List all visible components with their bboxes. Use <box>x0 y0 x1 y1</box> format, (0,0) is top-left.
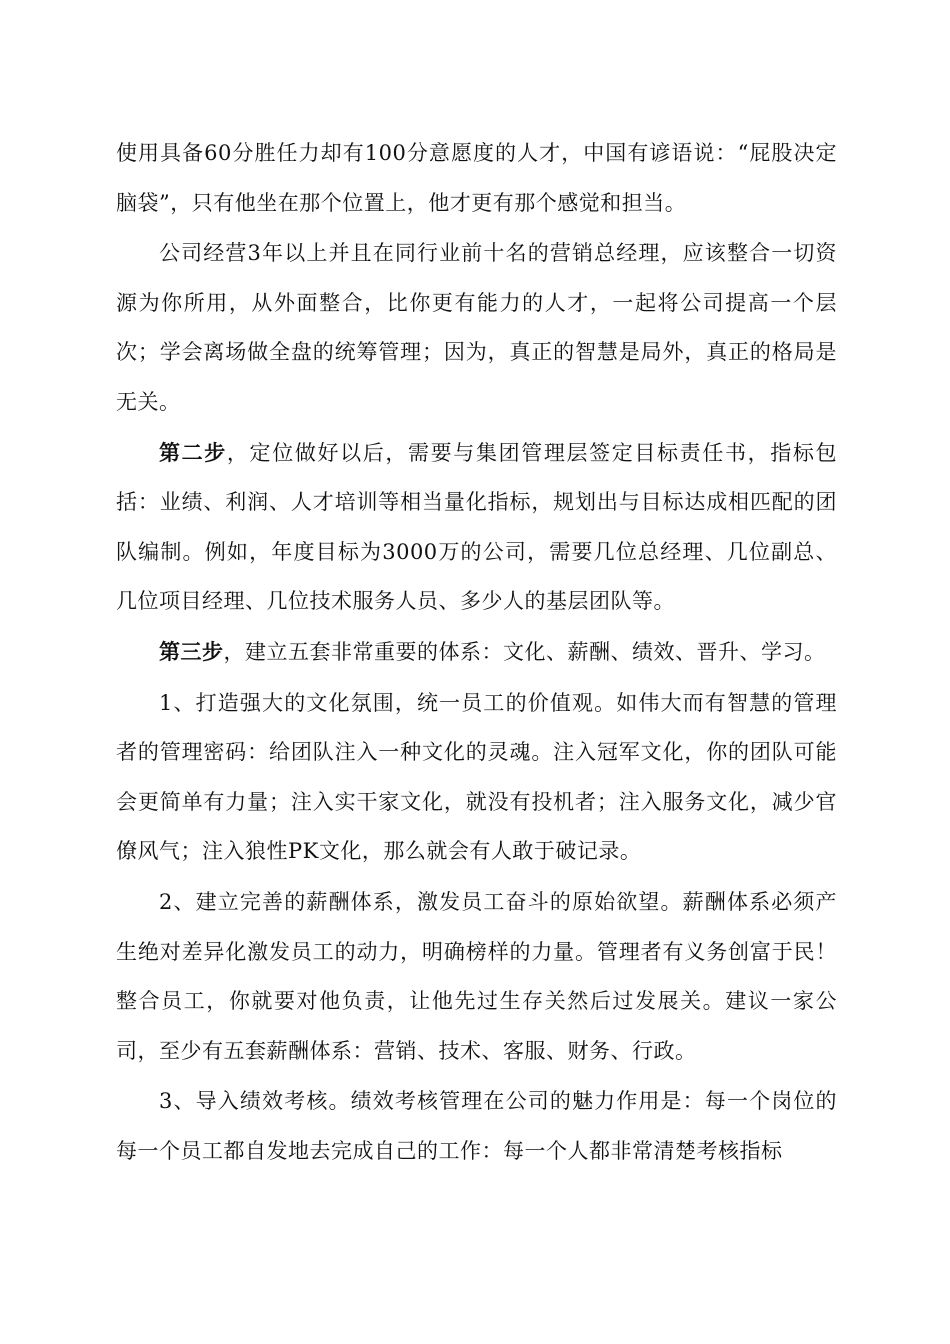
paragraph-culture <box>116 678 837 877</box>
paragraph-text: 2、建立完善的薪酬体系，激发员工奋斗的原始欲望。薪酬体系必须产生绝对差异化激发员工的动力，明确榜样的力量。管理者有义务创富于民！整合员工，你就要对他负责，让他先过生存关然后过发展关。建议一家公司，至少有五套薪酬体系：营销、技术、客服、财务、行政。 <box>116 889 837 1063</box>
paragraph-salary <box>116 877 837 1076</box>
paragraph-2 <box>116 228 837 427</box>
step-two-heading: 第二步 <box>159 439 227 465</box>
paragraph-1 <box>116 128 837 228</box>
paragraph-text: 公司经营3年以上并且在同行业前十名的营销总经理，应该整合一切资源为你所用，从外面整合，比你更有能力的人才，一起将公司提高一个层次；学会离场做全盘的统筹管理；因为，真正的智慧是局外，真正的格局是无关。 <box>116 241 837 414</box>
document-page <box>116 128 837 1176</box>
paragraph-text: ，建立五套非常重要的体系：文化、薪酬、绩效、晋升、学习。 <box>223 639 826 664</box>
paragraph-text: 使用具备60分胜任力却有100分意愿度的人才，中国有谚语说：“屁股决定脑袋”，只有他坐在那个位置上，他才更有那个感觉和担当。 <box>116 141 837 215</box>
step-three-heading: 第三步 <box>159 638 224 664</box>
paragraph-performance <box>116 1076 837 1176</box>
paragraph-step-two <box>116 428 837 627</box>
paragraph-text: 1、打造强大的文化氛围，统一员工的价值观。如伟大而有智慧的管理者的管理密码：给团队注入一种文化的灵魂。注入冠军文化，你的团队可能会更简单有力量；注入实干家文化，就没有投机者；注入服务文化，减少官僚风气；注入狼性PK文化，那么就会有人敢于破记录。 <box>116 690 837 864</box>
paragraph-step-three <box>116 627 837 678</box>
paragraph-text: ，定位做好以后，需要与集团管理层签定目标责任书，指标包括：业绩、利润、人才培训等相当量化指标，规划出与目标达成相匹配的团队编制。例如，年度目标为3000万的公司，需要几位总经理、几位副总、几位项目经理、几位技术服务人员、多少人的基层团队等。 <box>116 440 838 614</box>
paragraph-text: 3、导入绩效考核。绩效考核管理在公司的魅力作用是：每一个岗位的每一个员工都自发地去完成自己的工作：每一个人都非常清楚考核指标 <box>116 1089 837 1163</box>
